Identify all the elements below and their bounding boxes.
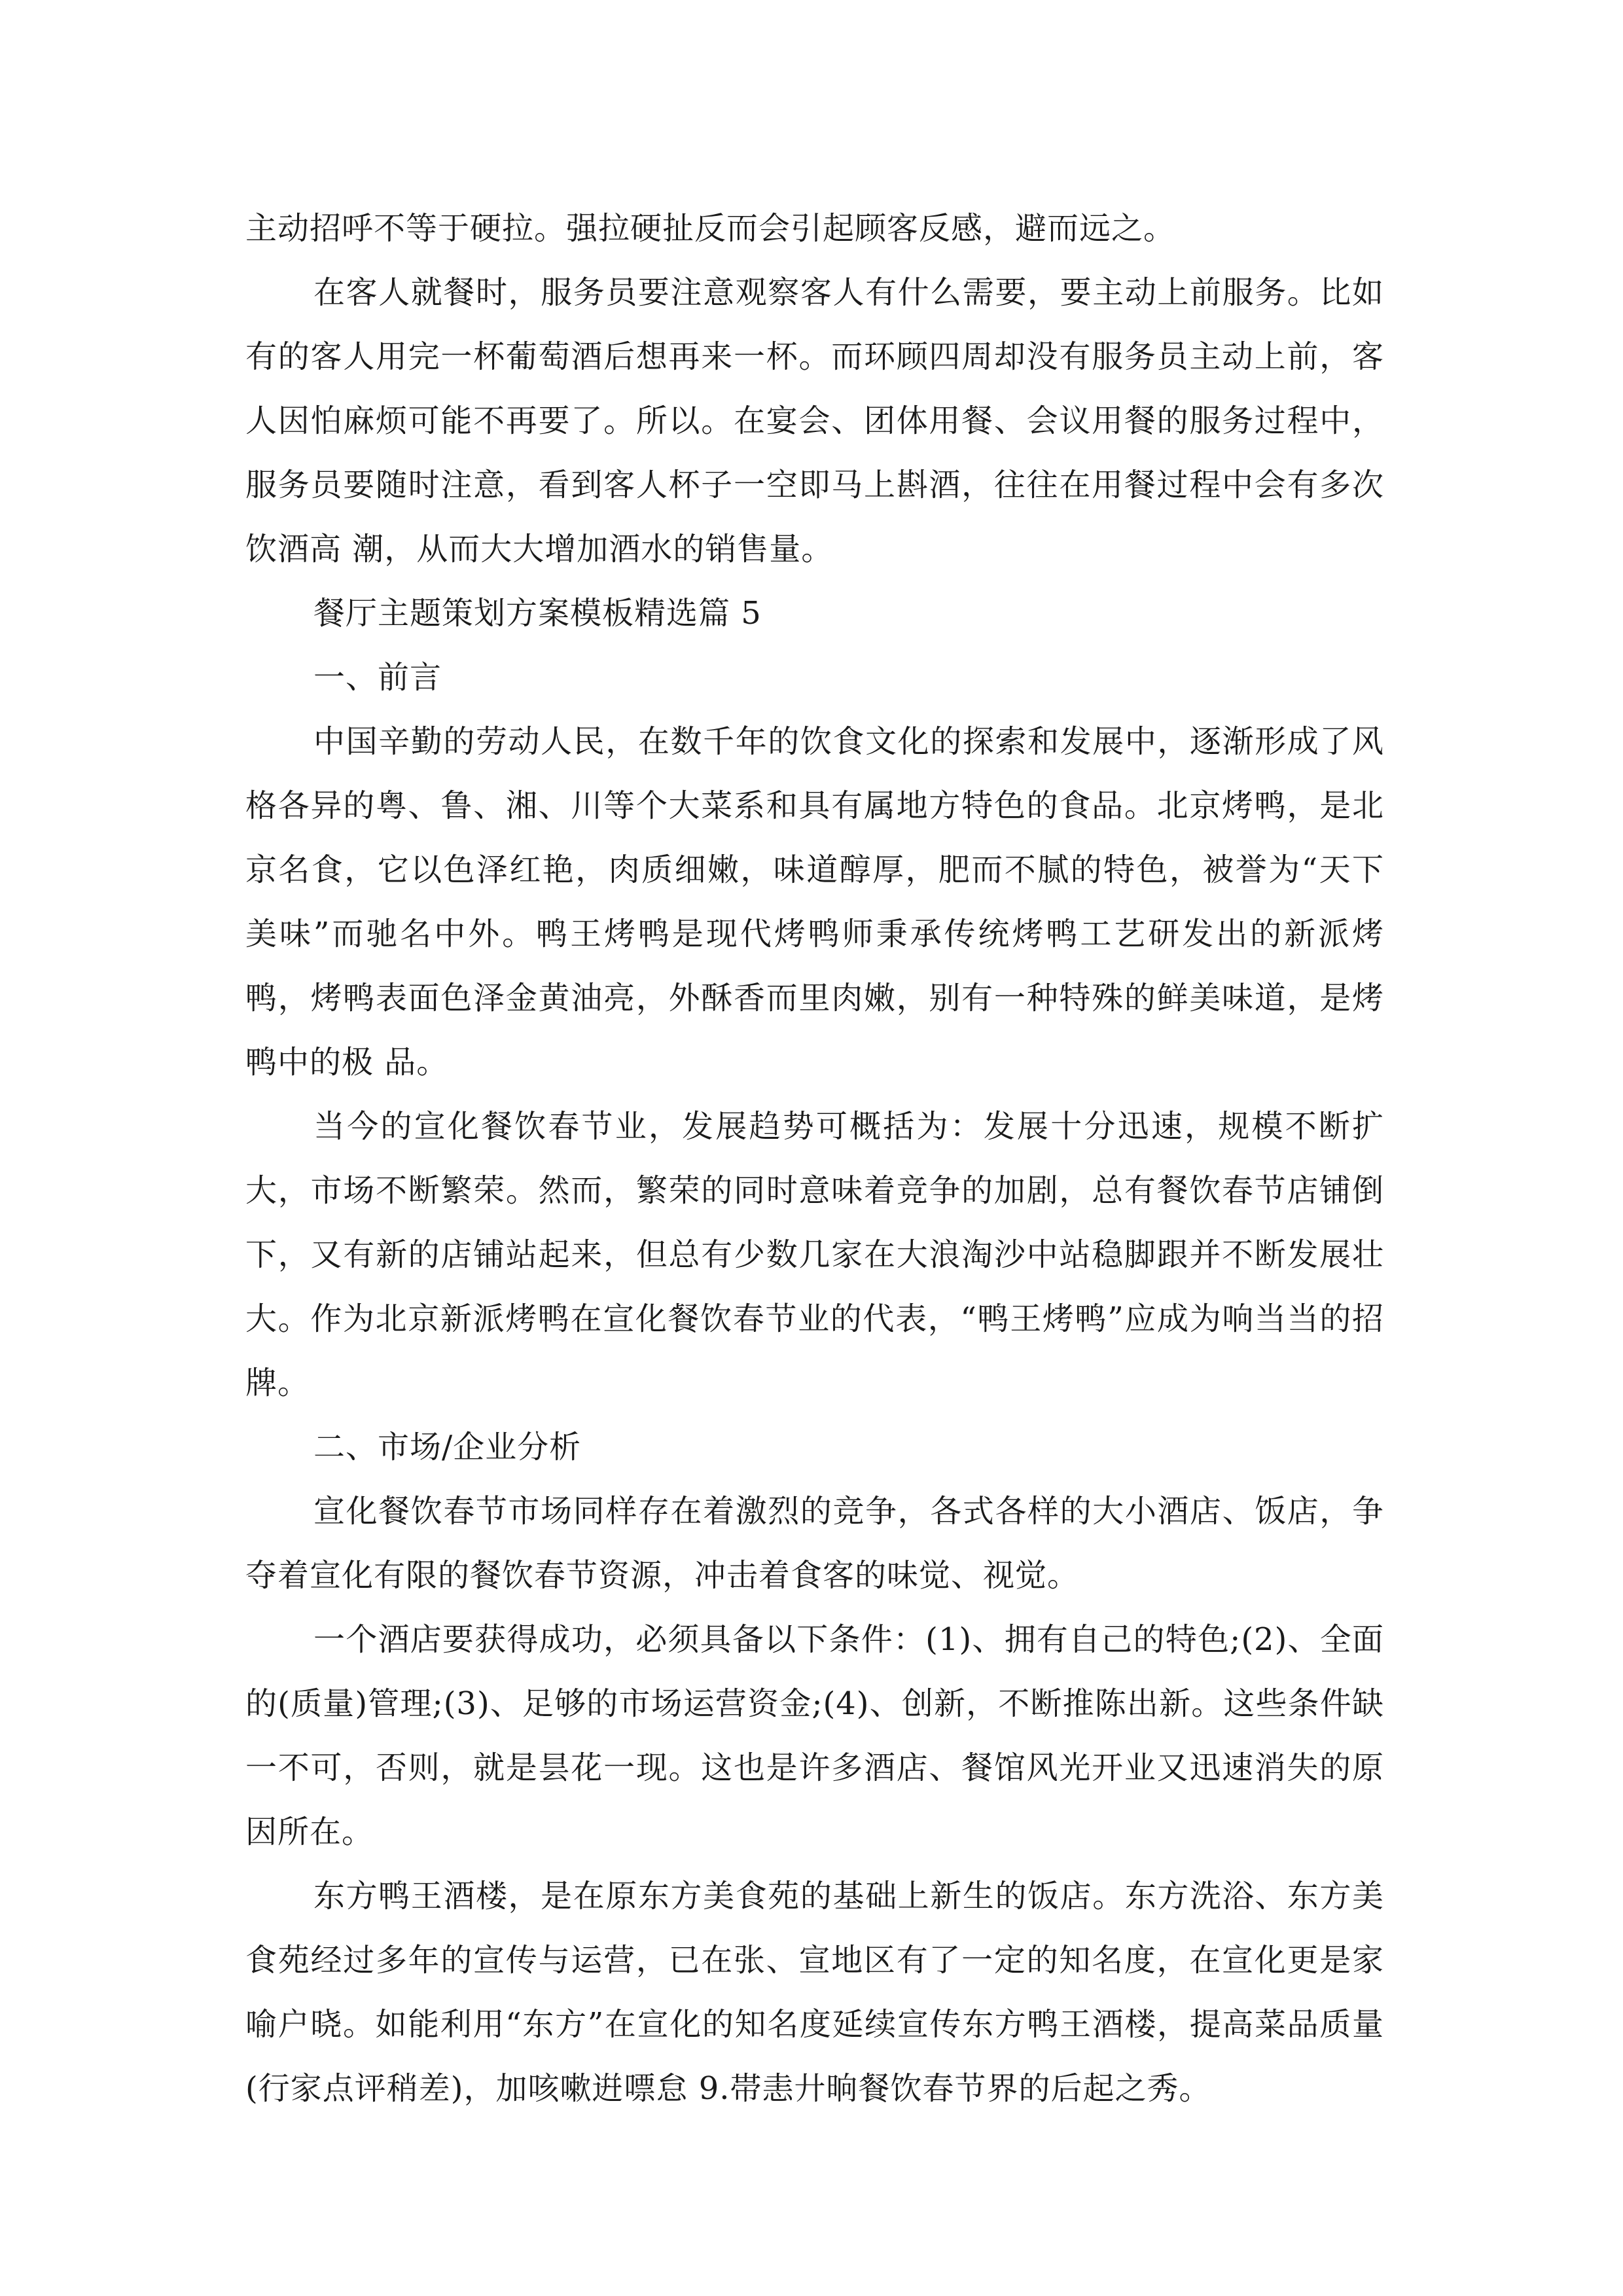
paragraph-success-conditions: 一个酒店要获得成功，必须具备以下条件：(1)、拥有自己的特色;(2)、全面的(质量)管理;(3)、足够的市场运营资金;(4)、创新，不断推陈出新。这些条件缺一不可，否则，就是昙花一现。这也是许多酒店、餐馆风光开业又迅速消失的原因所在。 xyxy=(245,1621,1384,1850)
paragraph-dongfang-restaurant: 东方鸭王酒楼，是在原东方美食苑的基础上新生的饭店。东方洗浴、东方美食苑经过多年的宣传与运营，已在张、宣地区有了一定的知名度，在宣化更是家喻户晓。如能利用“东方”在宣化的知名度延续宣传东方鸭王酒楼，提高菜品质量(行家点评稍差)，加咳嗽逬嘌怠 9.帯恚廾晌餐饮春节界的后起之秀。 xyxy=(245,1878,1384,2107)
document-page xyxy=(245,196,1384,2121)
heading-preface: 一、前言 xyxy=(313,659,442,696)
paragraph-industry-trend: 当今的宣化餐饮春节业，发展趋势可概括为：发展十分迅速，规模不断扩大，市场不断繁荣。然而，繁荣的同时意味着竞争的加剧，总有餐饮春节店铺倒下，又有新的店铺站起来，但总有少数几家在大浪淘沙中站稳脚跟并不断发展壮大。作为北京新派烤鸭在宣化餐饮春节业的代表，“鸭王烤鸭”应成为响当当的招牌。 xyxy=(245,1108,1384,1401)
paragraph-peking-duck: 中国辛勤的劳动人民，在数千年的饮食文化的探索和发展中，逐渐形成了风格各异的粤、鲁、湘、川等个大菜系和具有属地方特色的食品。北京烤鸭，是北京名食，它以色泽红艳，肉质细嫩，味道醇厚，肥而不腻的特色，被誉为“天下美味”而驰名中外。鸭王烤鸭是现代烤鸭师秉承传统烤鸭工艺研发出的新派烤鸭，烤鸭表面色泽金黄油亮，外酥香而里肉嫩，别有一种特殊的鲜美味道，是烤鸭中的极 品。 xyxy=(245,723,1384,1081)
paragraph-dining-service: 在客人就餐时，服务员要注意观察客人有什么需要，要主动上前服务。比如有的客人用完一杯葡萄酒后想再来一杯。而环顾四周却没有服务员主动上前，客人因怕麻烦可能不再要了。所以。在宴会、团体用餐、会议用餐的服务过程中，服务员要随时注意，看到客人杯子一空即马上斟酒，往往在用餐过程中会有多次饮酒高 潮，从而大大增加酒水的销售量。 xyxy=(245,274,1384,567)
paragraph-greeting-note: 主动招呼不等于硬拉。强拉硬扯反而会引起顾客反感，避而远之。 xyxy=(245,210,1176,247)
paragraph-competition: 宣化餐饮春节市场同样存在着激烈的竞争，各式各样的大小酒店、饭店，争夺着宣化有限的餐饮春节资源，冲击着食客的味觉、视觉。 xyxy=(245,1493,1384,1594)
heading-market-analysis: 二、市场/企业分析 xyxy=(313,1429,582,1465)
section-title-plan-5: 餐厅主题策划方案模板精选篇 5 xyxy=(313,595,762,632)
